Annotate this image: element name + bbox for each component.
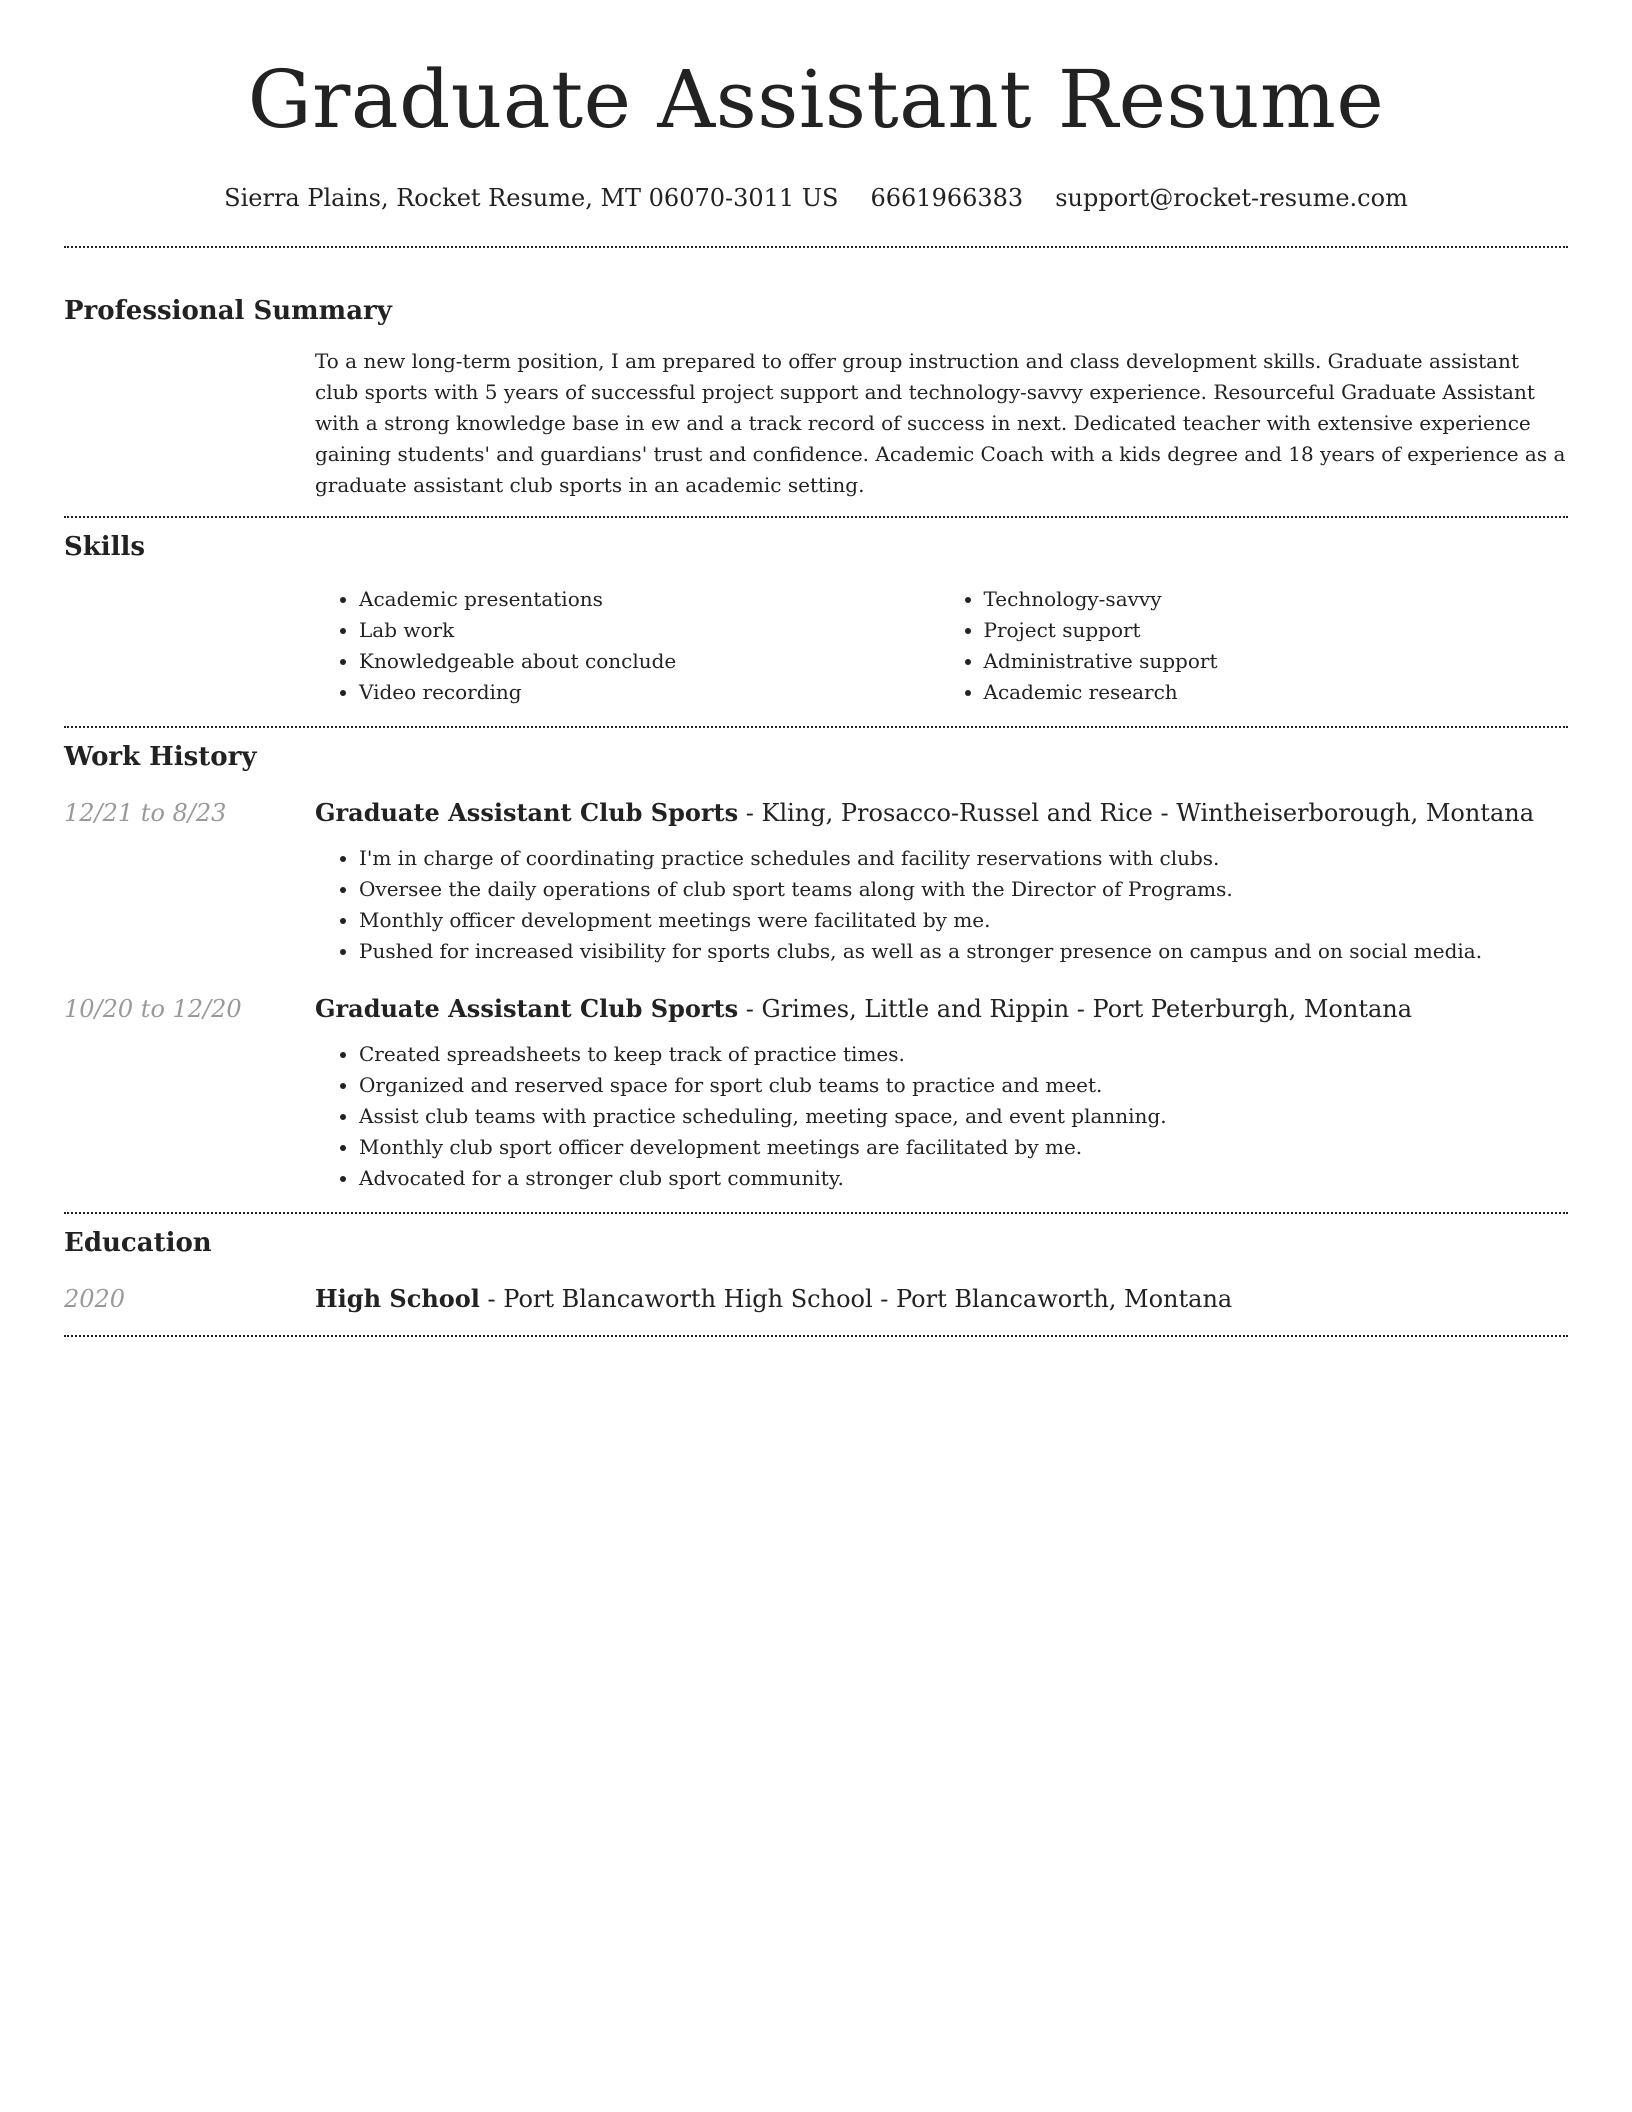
job-header — [64, 993, 1568, 1025]
contact-line — [64, 182, 1568, 214]
job-bullets-row — [64, 843, 1568, 967]
divider — [64, 726, 1568, 728]
job-bullets-wrap — [315, 843, 1568, 967]
skills-column-1 — [315, 584, 944, 708]
skill-item: • Academic presentations — [359, 584, 944, 615]
work-section — [64, 740, 1568, 1194]
job-entry — [64, 797, 1568, 967]
job-bullet: • I'm in charge of coordinating practice schedules and facility reservations with clubs. — [359, 843, 1568, 874]
job-title — [315, 797, 1568, 829]
skill-item: • Administrative support — [984, 646, 1569, 677]
skill-item: • Knowledgeable about conclude — [359, 646, 944, 677]
job-role: Graduate Assistant Club Sports — [315, 798, 739, 827]
job-header — [64, 797, 1568, 829]
education-year: 2020 — [64, 1285, 126, 1313]
skills-column-2 — [944, 584, 1569, 708]
skill-item: • Technology-savvy — [984, 584, 1569, 615]
education-section — [64, 1226, 1568, 1315]
resume-title: Graduate Assistant Resume — [247, 53, 1385, 146]
work-heading: Work History — [64, 742, 257, 772]
education-details: - Port Blancaworth High School - Port Blancaworth, Montana — [479, 1285, 1233, 1313]
email: support@rocket-resume.com — [1055, 184, 1408, 212]
job-details: - Kling, Prosacco-Russel and Rice - Wintheiserborough, Montana — [738, 799, 1535, 827]
summary-row — [64, 346, 1568, 501]
job-bullet: • Organized and reserved space for sport club teams to practice and meet. — [359, 1070, 1568, 1101]
summary-text: To a new long-term position, I am prepared to offer group instruction and class development skills. Graduate assistant club sports with 5 years of successful project support and technology-savvy experience. Resourceful Graduate Assistant with a strong knowledge base in ew and a track record of success in next. Dedicated teacher with extensive experience gaining students' and guardians' trust and confidence. Academic Coach with a kids degree and 18 years of experience as a graduate assistant club sports in an academic setting. — [315, 349, 1566, 497]
phone: 6661966383 — [870, 184, 1024, 212]
job-bullets — [315, 1039, 1568, 1194]
summary-section — [64, 294, 1568, 501]
education-degree: High School — [315, 1284, 480, 1313]
skills-row — [64, 584, 1568, 708]
job-bullet: • Monthly club sport officer development meetings are facilitated by me. — [359, 1132, 1568, 1163]
job-bullets — [315, 843, 1568, 967]
job-title — [315, 993, 1568, 1025]
skills-grid — [315, 584, 1568, 708]
summary-body — [315, 346, 1568, 501]
job-bullet: • Oversee the daily operations of club sport teams along with the Director of Programs. — [359, 874, 1568, 905]
education-title — [315, 1283, 1568, 1315]
job-entry — [64, 993, 1568, 1194]
job-dates: 12/21 to 8/23 — [64, 799, 227, 827]
job-role: Graduate Assistant Club Sports — [315, 994, 739, 1023]
job-bullet: • Assist club teams with practice scheduling, meeting space, and event planning. — [359, 1101, 1568, 1132]
divider — [64, 1212, 1568, 1214]
skill-item: • Academic research — [984, 677, 1569, 708]
skill-item: • Video recording — [359, 677, 944, 708]
job-bullets-row — [64, 1039, 1568, 1194]
divider — [64, 1335, 1568, 1337]
divider — [64, 246, 1568, 248]
skill-item: • Lab work — [359, 615, 944, 646]
address: Sierra Plains, Rocket Resume, MT 06070-3011 US — [224, 184, 839, 212]
job-bullet: • Monthly officer development meetings were facilitated by me. — [359, 905, 1568, 936]
skills-section — [64, 530, 1568, 708]
skills-heading: Skills — [64, 532, 146, 562]
job-dates: 10/20 to 12/20 — [64, 995, 242, 1023]
job-bullet: • Pushed for increased visibility for sports clubs, as well as a stronger presence on campus and on social media. — [359, 936, 1568, 967]
job-bullet: • Advocated for a stronger club sport community. — [359, 1163, 1568, 1194]
job-details: - Grimes, Little and Rippin - Port Peterburgh, Montana — [738, 995, 1413, 1023]
summary-heading: Professional Summary — [64, 296, 392, 326]
job-bullets-wrap — [315, 1039, 1568, 1194]
job-bullet: • Created spreadsheets to keep track of practice times. — [359, 1039, 1568, 1070]
divider — [64, 516, 1568, 518]
skill-item: • Project support — [984, 615, 1569, 646]
education-entry — [64, 1283, 1568, 1315]
education-heading: Education — [64, 1228, 212, 1258]
